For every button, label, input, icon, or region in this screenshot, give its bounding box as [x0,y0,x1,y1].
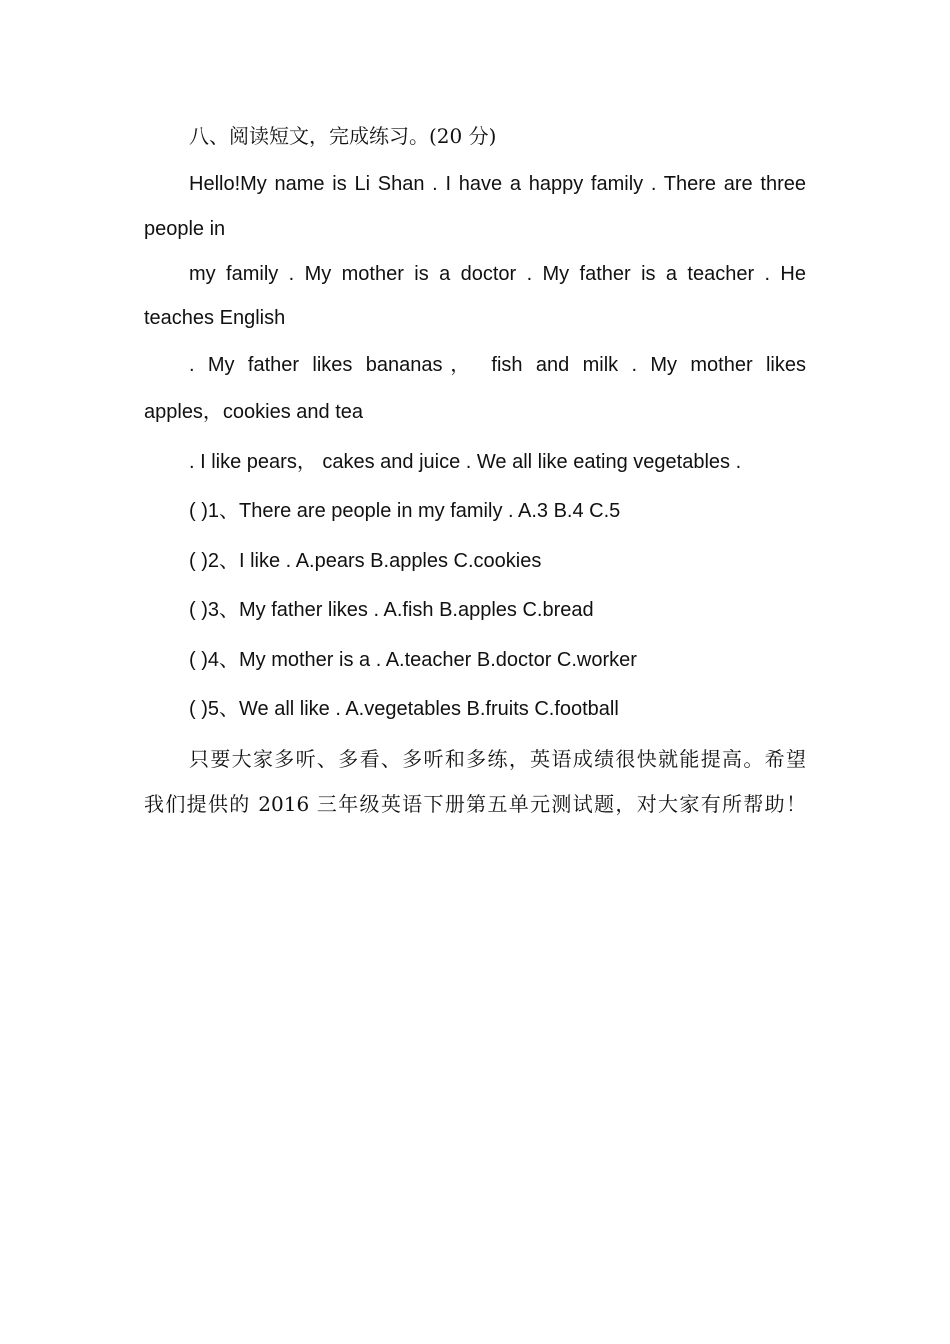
closing-line1: 只要大家多听、多看、多听和多练，英语成绩很快就能提高。希望 [189,747,806,771]
question-item: ( )3、My father likes . A.fish B.apples C.bread [189,599,594,621]
passage-p3-line2: apples，cookies and tea [144,401,364,423]
passage-p1-line2: people in [144,218,226,240]
passage-p1-line1: Hello!My name is Li Shan . I have a happy family . There are three [189,173,806,195]
passage-p2-line2: teaches English [144,307,286,329]
passage-p3-line1: . My father likes bananas， fish and milk . My mother likes [189,354,806,376]
passage-p2-line1: my family . My mother is a doctor . My father is a teacher . He [189,263,806,285]
question-item: ( )4、My mother is a . A.teacher B.doctor C.worker [189,649,637,671]
section-heading: 八、阅读短文，完成练习。(20 分) [189,124,497,148]
question-item: ( )1、There are people in my family . A.3 B.4 C.5 [189,500,621,522]
closing-line2: 我们提供的 2016 三年级英语下册第五单元测试题，对大家有所帮助！ [144,792,806,816]
passage-p4-line1: . I like pears， cakes and juice . We all like eating vegetables . [189,451,742,473]
question-item: ( )5、We all like . A.vegetables B.fruits C.football [189,698,619,720]
question-item: ( )2、I like . A.pears B.apples C.cookies [189,550,542,572]
